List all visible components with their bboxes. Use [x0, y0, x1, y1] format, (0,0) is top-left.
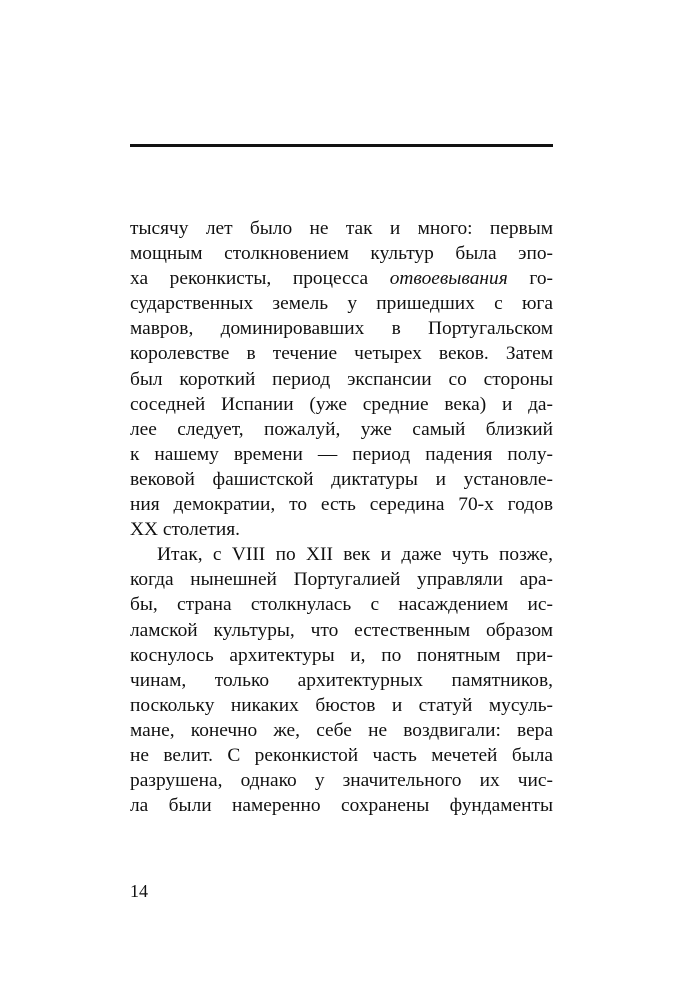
text-line: вековой фашистской диктатуры и установле- [130, 468, 553, 490]
text-line: мощным столкновением культур была эпо- [130, 243, 553, 265]
text-line: тысячу лет было не так и много: первым [130, 218, 553, 239]
header-rule [130, 144, 553, 147]
text-line: Итак, с VIII по XII век и даже чуть позже, [157, 544, 553, 566]
text-line: мане, конечно же, себе не воздвигали: вера [130, 719, 553, 741]
text-fragment: ха реконкисты, процесса [130, 268, 390, 290]
text-fragment: го- [507, 268, 553, 290]
text-line: поскольку никаких бюстов и статуй мусуль- [130, 694, 553, 716]
italic-term: отвоевывания [389, 268, 508, 290]
text-line: соседней Испании (уже средние века) и да- [130, 393, 553, 415]
text-line: королевстве в течение четырех веков. Затем [130, 343, 553, 365]
body-text [130, 216, 553, 818]
text-line: когда нынешней Португалией управляли ара- [130, 569, 553, 591]
text-line: бы, страна столкнулась с насаждением ис- [130, 594, 553, 616]
text-line: ламской культуры, что естественным образом [130, 619, 553, 641]
text-line: был короткий период экспансии со стороны [130, 368, 553, 390]
text-line [130, 266, 553, 291]
text-line: ния демократии, то есть середина 70-х годов [130, 494, 553, 516]
text-line: мавров, доминировавших в Португальском [130, 318, 553, 340]
text-line: ла были намеренно сохранены фундаменты [130, 795, 553, 817]
text-line: разрушена, однако у значительного их чис- [130, 770, 553, 792]
text-line: коснулось архитектуры и, по понятным при- [130, 644, 553, 666]
text-line: XX столетия. [130, 519, 241, 541]
text-line: к нашему времени — период падения полу- [130, 443, 553, 465]
text-line: сударственных земель у пришедших с юга [130, 293, 553, 315]
text-line: не велит. С реконкистой часть мечетей была [130, 744, 553, 766]
text-line: чинам, только архитектурных памятников, [130, 669, 553, 691]
text-line: лее следует, пожалуй, уже самый близкий [130, 418, 553, 440]
page-number: 14 [130, 881, 148, 901]
